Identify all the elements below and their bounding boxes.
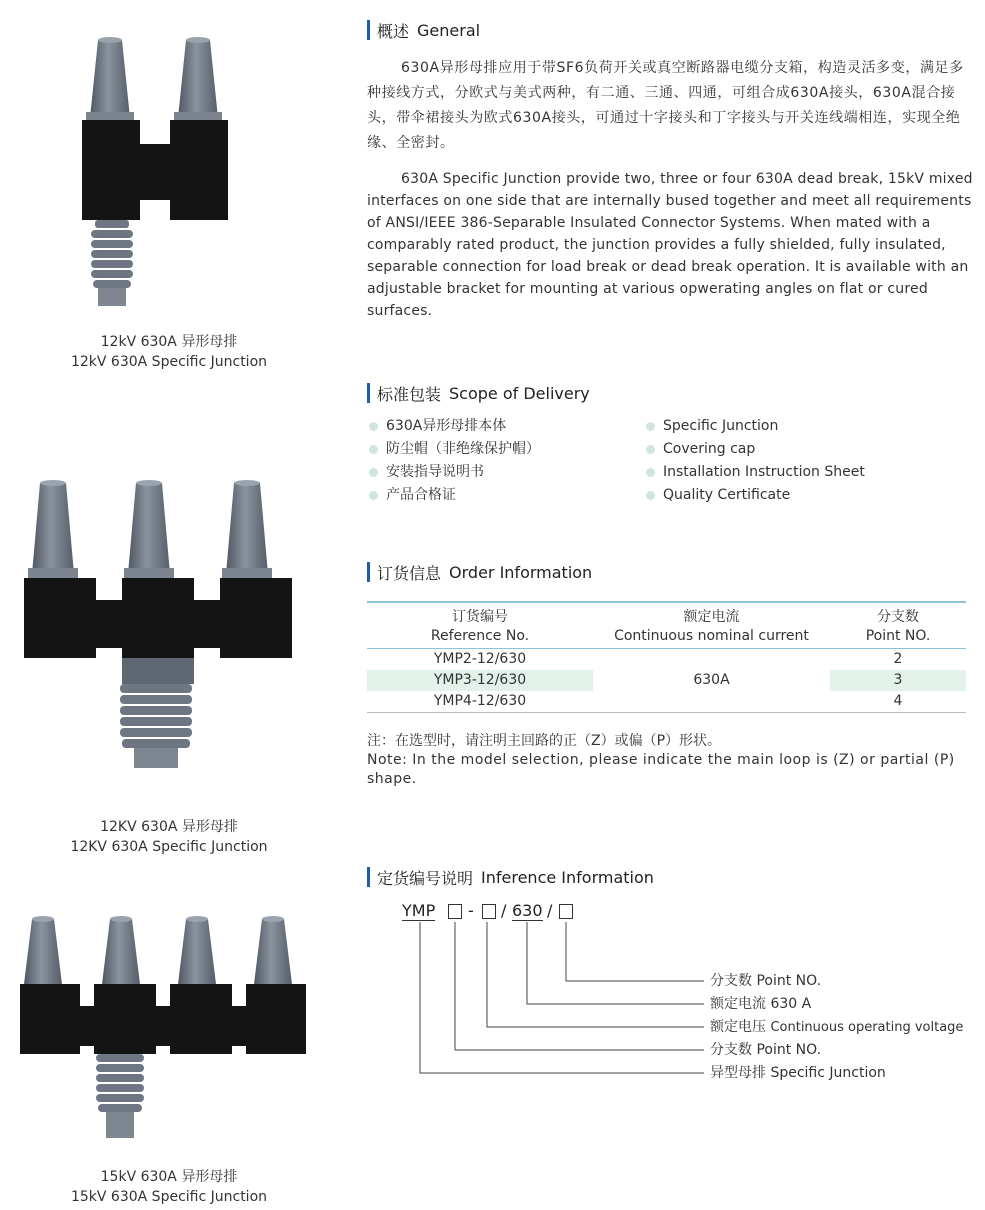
legend-en: Point NO. (756, 973, 822, 989)
legend-en: Specific Junction (770, 1065, 886, 1081)
list-item-text: Installation Instruction Sheet (663, 464, 865, 480)
product-caption-1 (20, 332, 318, 372)
section-title-zh: 标准包装 (377, 384, 442, 404)
code-dash: - (468, 901, 474, 920)
section-bar (367, 867, 370, 887)
legend-en: Continuous operating voltage (770, 1020, 964, 1035)
caption-zh: 12kV 630A 异形母排 (100, 334, 238, 350)
header-reference: 订货编号 Reference No. (367, 602, 593, 649)
cell-points: 2 (893, 651, 903, 667)
general-paragraph-en (367, 168, 975, 322)
cell-reference: YMP3-12/630 (367, 670, 593, 691)
product-image-2-way (60, 30, 270, 310)
section-title-zh: 定货编号说明 (377, 868, 474, 888)
list-item-text: 产品合格证 (386, 487, 456, 503)
order-note (367, 732, 977, 789)
list-item (646, 461, 865, 484)
cell-current: 630A (593, 649, 830, 713)
section-title-en: Scope of Delivery (449, 383, 590, 403)
code-slash-1: / (501, 901, 507, 920)
caption-en: 15kV 630A Specific Junction (70, 1189, 268, 1205)
code-box-1 (448, 904, 462, 919)
cell-reference: YMP2-12/630 (433, 651, 527, 667)
section-title-zh: 概述 (377, 21, 410, 41)
legend-zh: 额定电压 (710, 1019, 766, 1035)
table-row (367, 649, 966, 671)
legend-en: 630 A (770, 996, 812, 1012)
legend-zh: 异型母排 (710, 1065, 766, 1081)
cell-points: 3 (830, 670, 966, 691)
list-item-text: Quality Certificate (663, 487, 791, 503)
legend-item-5 (710, 1064, 886, 1082)
list-item (646, 438, 865, 461)
order-table (367, 601, 966, 713)
section-bar (367, 383, 370, 403)
section-title-general (367, 19, 480, 41)
table-header-row (367, 602, 966, 649)
note-zh: 注：在选型时，请注明主回路的正（Z）或偏（P）形状。 (367, 733, 722, 749)
bullet-dot (646, 445, 655, 454)
section-title-en: Order Information (449, 562, 593, 582)
bullet-dot (646, 491, 655, 500)
legend-item-1 (710, 972, 821, 990)
bullet-dot (369, 491, 378, 500)
section-title-inference (367, 866, 654, 888)
general-paragraph-zh (367, 56, 975, 156)
bullet-dot (369, 468, 378, 477)
delivery-list-en (646, 415, 865, 507)
general-text-en: 630A Specific Junction provide two, three or four 630A dead break, 15kV mixed interfaces on one side that are internally bused together and meet all requirements of ANSI/IEEE 386-Separable Insulated Connector Systems. When mated with a comparably rated product, the junction provides a fully shielded, fully insulated, separable connection for load break or dead break operation. It is available with an adjustable bracket for mounting at various opwerating angles on flat or cured surfaces. (367, 171, 973, 319)
legend-zh: 额定电流 (710, 996, 766, 1012)
caption-zh: 12KV 630A 异形母排 (100, 819, 238, 835)
header-current: 额定电流 Continuous nominal current (593, 602, 830, 649)
bullet-dot (646, 468, 655, 477)
legend-item-3 (710, 1018, 963, 1037)
bullet-dot (369, 422, 378, 431)
section-title-delivery (367, 382, 590, 404)
legend-en: Point NO. (756, 1042, 822, 1058)
legend-zh: 分支数 (710, 973, 752, 989)
section-bar (367, 562, 370, 582)
delivery-list-zh (369, 415, 540, 507)
bullet-dot (369, 445, 378, 454)
caption-zh: 15kV 630A 异形母排 (100, 1169, 238, 1185)
legend-item-2 (710, 995, 811, 1013)
list-item (369, 415, 540, 438)
product-caption-3 (20, 1167, 318, 1207)
cell-reference: YMP4-12/630 (367, 691, 593, 713)
product-image-3-way (20, 478, 310, 778)
list-item (369, 438, 540, 461)
code-box-2 (482, 904, 496, 919)
code-slash-2: / (547, 901, 553, 920)
list-item (369, 461, 540, 484)
product-image-4-way (16, 914, 312, 1164)
list-item-text: 防尘帽（非绝缘保护帽） (386, 441, 540, 457)
section-title-zh: 订货信息 (377, 563, 442, 583)
general-text-zh: 630A异形母排应用于带SF6负荷开关或真空断路器电缆分支箱，构造灵活多变，满足多种接线方式，分欧式与美式两种，有二通、三通、四通，可组合成630A接头，630A混合接头，带伞裙接头为欧式630A接头，可通过十字接头和丁字接头与开关连线端相连，实现全绝缘、全密封。 (367, 60, 964, 151)
legend-zh: 分支数 (710, 1042, 752, 1058)
code-rating: 630 (512, 901, 543, 920)
code-prefix: YMP (402, 901, 436, 920)
list-item-text: 630A异形母排本体 (386, 418, 507, 434)
code-leader-lines (400, 920, 720, 1090)
list-item (646, 484, 865, 507)
product-caption-2 (20, 817, 318, 857)
caption-en: 12kV 630A Specific Junction (70, 354, 268, 370)
cell-points: 4 (830, 691, 966, 713)
code-box-3 (559, 904, 573, 919)
bullet-dot (646, 422, 655, 431)
list-item (646, 415, 865, 438)
caption-en: 12KV 630A Specific Junction (70, 839, 268, 855)
legend-item-4 (710, 1041, 821, 1059)
section-bar (367, 20, 370, 40)
list-item (369, 484, 540, 507)
list-item-text: 安装指导说明书 (386, 464, 484, 480)
header-points: 分支数 Point NO. (830, 602, 966, 649)
section-title-order (367, 561, 592, 583)
section-title-en: General (417, 20, 481, 40)
section-title-en: Inference Information (481, 867, 654, 887)
list-item-text: Specific Junction (663, 418, 779, 434)
note-en: Note: In the model selection, please indicate the main loop is (Z) or partial (P) shape. (367, 752, 955, 787)
list-item-text: Covering cap (663, 441, 756, 457)
